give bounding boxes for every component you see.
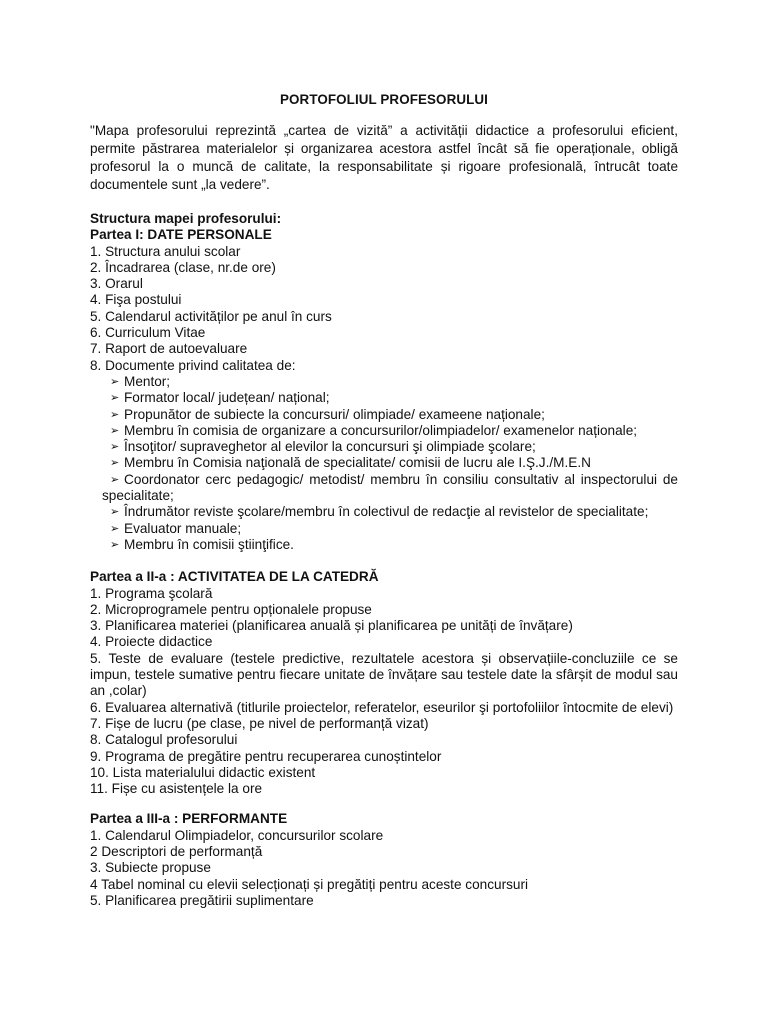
arrow-bullet-icon: ➢	[110, 441, 120, 454]
list-item: 8. Catalogul profesorului	[90, 732, 238, 748]
list-item: 2. Microprogramele pentru opționalele propuse	[90, 601, 372, 617]
part1-list	[90, 244, 678, 374]
list-item: 3. Planificarea materiei (planificarea anuală și planificarea pe unități de învățare)	[90, 618, 573, 634]
bullet-item	[90, 407, 678, 423]
list-item: 4. Fişa postului	[90, 292, 182, 308]
bullet-text: Membru în comisia de organizare a concursurilor/olimpiadelor/ examenelor naționale;	[124, 422, 638, 438]
bullet-item	[90, 455, 678, 471]
bullet-item	[90, 521, 678, 537]
arrow-bullet-icon: ➢	[110, 522, 120, 535]
bullet-item	[90, 472, 678, 505]
arrow-bullet-icon: ➢	[110, 473, 120, 486]
part3-heading: Partea a III-a : PERFORMANTE	[90, 811, 288, 827]
bullet-text: Propunător de subiecte la concursuri/ olimpiade/ exameene naționale;	[124, 406, 545, 422]
arrow-bullet-icon: ➢	[110, 457, 120, 470]
bullet-item	[90, 504, 678, 520]
list-item: 10. Lista materialului didactic existent	[90, 764, 316, 780]
list-item: 5. Teste de evaluare (testele predictive, rezultatele acestora și observațiile-concluziile ce se impun, testele sumative pentru fiecare unitate de învățare sau testele date la sfârșit de modul sau an ,colar)	[90, 650, 678, 699]
list-item: 11. Fișe cu asistențele la ore	[90, 781, 263, 797]
list-item: 1. Programa şcolară	[90, 585, 213, 601]
list-item: 9. Programa de pregătire pentru recuperarea cunoștintelor	[90, 748, 442, 764]
list-item: 8. Documente privind calitatea de:	[90, 357, 296, 373]
bullet-text: Membru în comisii ştiinţifice.	[124, 536, 294, 552]
list-item: 5. Planificarea pregătirii suplimentare	[90, 892, 314, 908]
part2-list	[90, 586, 678, 798]
list-item: 6. Evaluarea alternativă (titlurile proiectelor, referatelor, eseurilor şi portofoliilor întocmite de elevi)	[90, 699, 674, 715]
bullet-text: Evaluator manuale;	[124, 520, 242, 536]
arrow-bullet-icon: ➢	[110, 375, 120, 388]
bullet-text: Membru în Comisia naţională de specialitate/ comisii de lucru ale I.Ş.J./M.E.N	[124, 455, 591, 471]
arrow-bullet-icon: ➢	[110, 424, 120, 437]
bullet-text: Coordonator cerc pedagogic/ metodist/ membru în consiliu consultativ al inspectorului de specialitate;	[102, 471, 678, 504]
bullet-item	[90, 374, 678, 390]
list-item: 7. Fișe de lucru (pe clase, pe nivel de performanță vizat)	[90, 715, 429, 731]
bullet-item	[90, 537, 678, 553]
arrow-bullet-icon: ➢	[110, 392, 120, 405]
list-item: 4. Proiecte didactice	[90, 634, 213, 650]
bullet-item	[90, 439, 678, 455]
part3-list	[90, 828, 678, 909]
list-item: 4 Tabel nominal cu elevii selecționați și pregătiți pentru aceste concursuri	[90, 876, 529, 892]
list-item: 2 Descriptori de performanță	[90, 843, 263, 859]
list-item: 5. Calendarul activităților pe anul în curs	[90, 308, 332, 324]
bullet-text: Mentor;	[124, 373, 171, 389]
bullet-text: Îndrumător reviste şcolare/membru în colectivul de redacţie al revistelor de specialitate;	[124, 504, 649, 520]
list-item: 1. Calendarul Olimpiadelor, concursurilor scolare	[90, 827, 384, 843]
arrow-bullet-icon: ➢	[110, 538, 120, 551]
list-item: 3. Subiecte propuse	[90, 860, 211, 876]
bullet-text: Însoţitor/ supraveghetor al elevilor la concursuri şi olimpiade şcolare;	[124, 439, 536, 455]
list-item: 7. Raport de autoevaluare	[90, 341, 248, 357]
arrow-bullet-icon: ➢	[110, 408, 120, 421]
list-item: 6. Curriculum Vitae	[90, 325, 206, 341]
list-item: 1. Structura anului scolar	[90, 243, 241, 259]
part1-bullet-list	[90, 374, 678, 553]
bullet-text: Formator local/ județean/ național;	[124, 390, 330, 406]
bullet-item	[90, 423, 678, 439]
part1-heading: Partea I: DATE PERSONALE	[90, 227, 272, 243]
structure-heading: Structura mapei profesorului:	[90, 211, 282, 226]
intro-paragraph: "Mapa profesorului reprezintă „cartea de vizită” a activității didactice a profesorului eficient, permite păstrarea materialelor și organizarea acestora astfel încât să fie operaționale, obligă profesorul la o muncă de calitate, la responsabilitate și rigoare profesională, întrucât toate documentele sunt „la vedere”.	[90, 123, 678, 192]
arrow-bullet-icon: ➢	[110, 506, 120, 519]
document-title: PORTOFOLIUL PROFESORULUI	[280, 92, 488, 107]
list-item: 3. Orarul	[90, 276, 143, 292]
bullet-item	[90, 390, 678, 406]
part2-heading: Partea a II-a : ACTIVITATEA DE LA CATEDRĂ	[90, 569, 379, 585]
list-item: 2. Încadrarea (clase, nr.de ore)	[90, 259, 276, 275]
